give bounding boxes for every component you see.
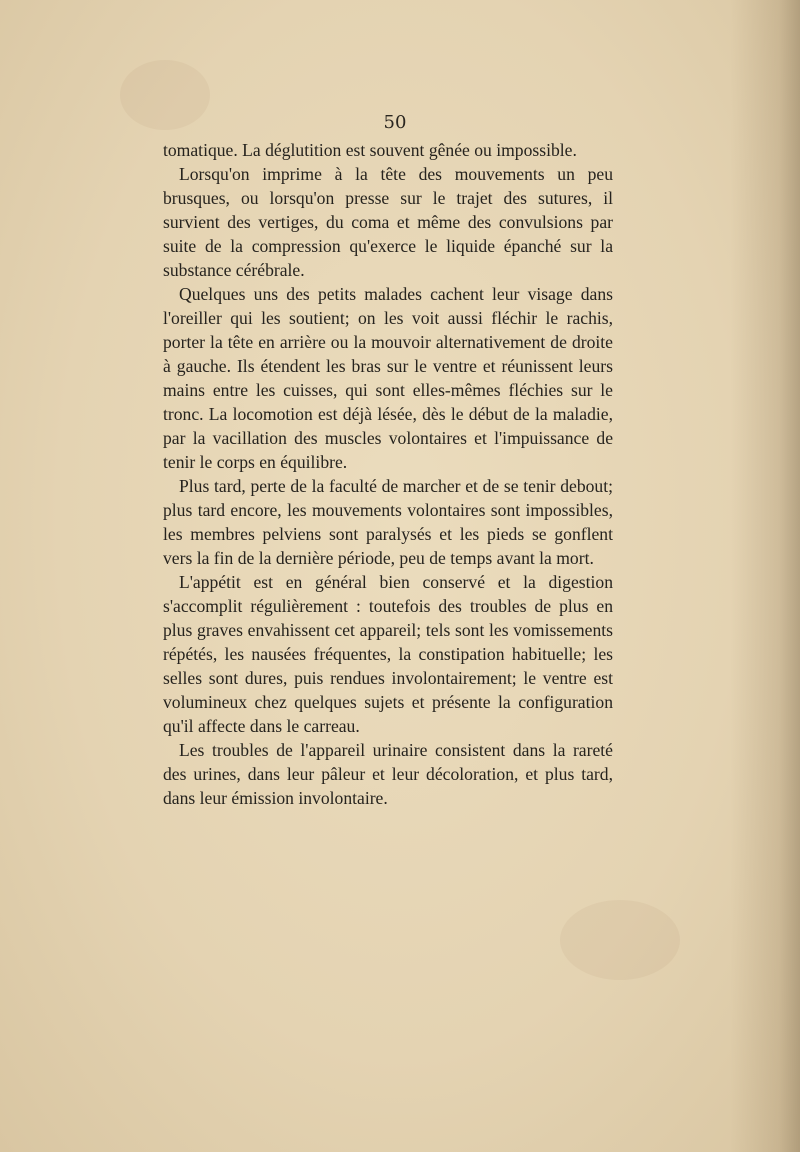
page-number: 50 — [383, 112, 407, 133]
paper-stain — [560, 900, 680, 980]
paragraph: Lorsqu'on imprime à la tête des mouvements un peu brusques, ou lorsqu'on presse sur le trajet des sutures, il survient des vertiges, du coma et même des convulsions par suite de la compression qu'exerce le liquide épanché sur la substance cérébrale. — [163, 164, 613, 280]
body-text — [163, 138, 613, 810]
paragraph: tomatique. La déglutition est souvent gênée ou impossible. — [163, 140, 577, 160]
paragraph: L'appétit est en général bien conservé et la digestion s'accomplit régulièrement : toutefois des troubles de plus en plus graves envahissent cet appareil; tels sont les vomissements répétés, les nausées fréquentes, la constipation habituelle; les selles sont dures, puis rendues involontairement; le ventre est volumineux chez quelques sujets et présente la configuration qu'il affecte dans le carreau. — [163, 572, 613, 736]
paragraph: Plus tard, perte de la faculté de marcher et de se tenir debout; plus tard encore, les mouvements volontaires sont impossibles, les membres pelviens sont paralysés et les pieds se gonflent vers la fin de la dernière période, peu de temps avant la mort. — [163, 476, 613, 568]
paragraph: Les troubles de l'appareil urinaire consistent dans la rareté des urines, dans leur pâleur et leur décoloration, et plus tard, dans leur émission involontaire. — [163, 740, 613, 808]
page-edge-shadow — [730, 0, 800, 1152]
paper-stain — [120, 60, 210, 130]
paragraph: Quelques uns des petits malades cachent leur visage dans l'oreiller qui les soutient; on les voit aussi fléchir le rachis, porter la tête en arrière ou la mouvoir alternativement de droite à gauche. Ils étendent les bras sur le ventre et réunissent leurs mains entre les cuisses, qui sont elles-mêmes fléchies sur le tronc. La locomotion est déjà lésée, dès le début de la maladie, par la vacillation des muscles volontaires et l'impuissance de tenir le corps en équilibre. — [163, 284, 613, 472]
